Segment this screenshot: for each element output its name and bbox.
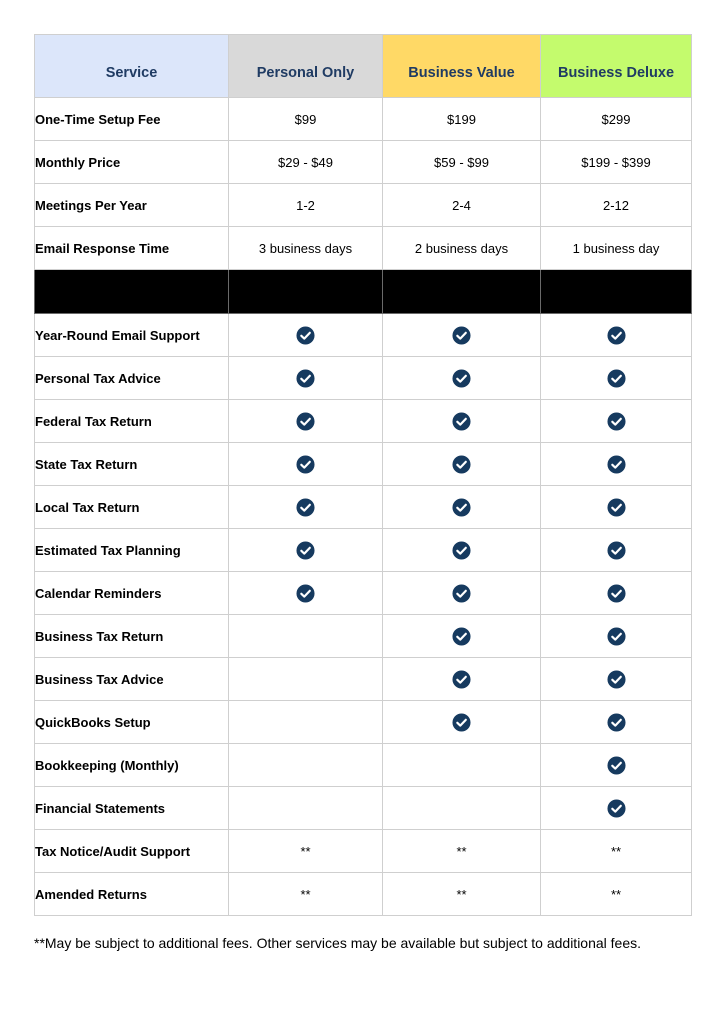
cell-business-deluxe	[541, 443, 692, 486]
row-label: Email Response Time	[35, 227, 229, 270]
cell-business-value: **	[383, 830, 541, 873]
row-label: Monthly Price	[35, 141, 229, 184]
check-circle-icon	[296, 455, 315, 474]
cell-business-deluxe	[541, 529, 692, 572]
cell-business-value: $199	[383, 98, 541, 141]
check-circle-icon	[296, 541, 315, 560]
cell-business-value: 2-4	[383, 184, 541, 227]
check-circle-icon	[452, 713, 471, 732]
cell-personal: $29 - $49	[229, 141, 383, 184]
check-circle-icon	[296, 498, 315, 517]
cell-business-deluxe: **	[541, 830, 692, 873]
cell-business-deluxe: 1 business day	[541, 227, 692, 270]
row-label: Meetings Per Year	[35, 184, 229, 227]
row-label: Federal Tax Return	[35, 400, 229, 443]
cell-personal: 3 business days	[229, 227, 383, 270]
cell-business-deluxe: $199 - $399	[541, 141, 692, 184]
table-row	[35, 744, 692, 787]
cell-business-value: **	[383, 873, 541, 916]
row-label: QuickBooks Setup	[35, 701, 229, 744]
divider-cell	[229, 270, 383, 314]
table-row	[35, 572, 692, 615]
row-label: Business Tax Return	[35, 615, 229, 658]
row-label: Amended Returns	[35, 873, 229, 916]
cell-personal	[229, 787, 383, 830]
check-circle-icon	[452, 369, 471, 388]
cell-personal	[229, 658, 383, 701]
cell-personal	[229, 529, 383, 572]
cell-personal	[229, 701, 383, 744]
row-label: Local Tax Return	[35, 486, 229, 529]
cell-personal	[229, 357, 383, 400]
cell-business-deluxe	[541, 400, 692, 443]
check-circle-icon	[296, 326, 315, 345]
cell-business-value	[383, 658, 541, 701]
check-circle-icon	[607, 541, 626, 560]
header-business-deluxe: Business Deluxe	[541, 35, 692, 98]
cell-personal: 1-2	[229, 184, 383, 227]
row-label: Estimated Tax Planning	[35, 529, 229, 572]
table-row	[35, 314, 692, 357]
cell-business-value	[383, 787, 541, 830]
check-circle-icon	[452, 412, 471, 431]
row-label: Financial Statements	[35, 787, 229, 830]
check-circle-icon	[296, 369, 315, 388]
table-row	[35, 184, 692, 227]
check-circle-icon	[452, 584, 471, 603]
cell-personal: **	[229, 830, 383, 873]
table-row	[35, 400, 692, 443]
header-business-value: Business Value	[383, 35, 541, 98]
row-label: Calendar Reminders	[35, 572, 229, 615]
cell-business-value	[383, 314, 541, 357]
check-circle-icon	[607, 326, 626, 345]
cell-personal	[229, 744, 383, 787]
cell-business-deluxe: **	[541, 873, 692, 916]
check-circle-icon	[452, 541, 471, 560]
pricing-rows	[35, 98, 692, 270]
header-row	[35, 35, 692, 98]
cell-business-deluxe: 2-12	[541, 184, 692, 227]
check-circle-icon	[607, 713, 626, 732]
cell-personal	[229, 443, 383, 486]
table-row	[35, 701, 692, 744]
cell-personal	[229, 615, 383, 658]
check-circle-icon	[607, 498, 626, 517]
cell-business-value	[383, 529, 541, 572]
table-row	[35, 787, 692, 830]
table-row	[35, 615, 692, 658]
check-circle-icon	[607, 455, 626, 474]
table-row	[35, 529, 692, 572]
cell-business-value	[383, 701, 541, 744]
check-circle-icon	[296, 412, 315, 431]
divider-cell	[383, 270, 541, 314]
cell-business-deluxe	[541, 357, 692, 400]
cell-personal: **	[229, 873, 383, 916]
check-circle-icon	[607, 670, 626, 689]
feature-rows	[35, 314, 692, 916]
check-circle-icon	[607, 756, 626, 775]
cell-personal	[229, 486, 383, 529]
table-row	[35, 658, 692, 701]
header-service: Service	[35, 35, 229, 98]
check-circle-icon	[607, 799, 626, 818]
cell-business-value	[383, 486, 541, 529]
row-label: Personal Tax Advice	[35, 357, 229, 400]
row-label: One-Time Setup Fee	[35, 98, 229, 141]
row-label: State Tax Return	[35, 443, 229, 486]
table-row	[35, 443, 692, 486]
cell-business-value	[383, 744, 541, 787]
divider-cell	[541, 270, 692, 314]
footnote: **May be subject to additional fees. Other services may be available but subject to additional fees.	[34, 935, 642, 951]
check-circle-icon	[296, 584, 315, 603]
cell-personal	[229, 572, 383, 615]
header-personal-only: Personal Only	[229, 35, 383, 98]
row-label: Tax Notice/Audit Support	[35, 830, 229, 873]
cell-business-deluxe: $299	[541, 98, 692, 141]
section-divider	[35, 270, 692, 314]
check-circle-icon	[607, 412, 626, 431]
cell-business-deluxe	[541, 744, 692, 787]
check-circle-icon	[607, 369, 626, 388]
cell-business-deluxe	[541, 787, 692, 830]
table-row	[35, 873, 692, 916]
cell-business-deluxe	[541, 314, 692, 357]
check-circle-icon	[452, 455, 471, 474]
cell-business-value	[383, 357, 541, 400]
cell-business-deluxe	[541, 615, 692, 658]
cell-business-value: 2 business days	[383, 227, 541, 270]
table-row	[35, 486, 692, 529]
cell-personal: $99	[229, 98, 383, 141]
cell-business-value	[383, 443, 541, 486]
cell-business-deluxe	[541, 701, 692, 744]
divider-cell	[35, 270, 229, 314]
table-row	[35, 98, 692, 141]
cell-business-value	[383, 615, 541, 658]
cell-business-value: $59 - $99	[383, 141, 541, 184]
table-row	[35, 141, 692, 184]
table-row	[35, 227, 692, 270]
row-label: Bookkeeping (Monthly)	[35, 744, 229, 787]
check-circle-icon	[452, 498, 471, 517]
table-row	[35, 357, 692, 400]
check-circle-icon	[607, 584, 626, 603]
pricing-table	[34, 34, 692, 916]
check-circle-icon	[452, 670, 471, 689]
cell-business-value	[383, 400, 541, 443]
check-circle-icon	[452, 627, 471, 646]
check-circle-icon	[452, 326, 471, 345]
cell-business-deluxe	[541, 572, 692, 615]
check-circle-icon	[607, 627, 626, 646]
cell-business-deluxe	[541, 486, 692, 529]
row-label: Year-Round Email Support	[35, 314, 229, 357]
cell-personal	[229, 400, 383, 443]
cell-personal	[229, 314, 383, 357]
row-label: Business Tax Advice	[35, 658, 229, 701]
cell-business-deluxe	[541, 658, 692, 701]
cell-business-value	[383, 572, 541, 615]
table-row	[35, 830, 692, 873]
